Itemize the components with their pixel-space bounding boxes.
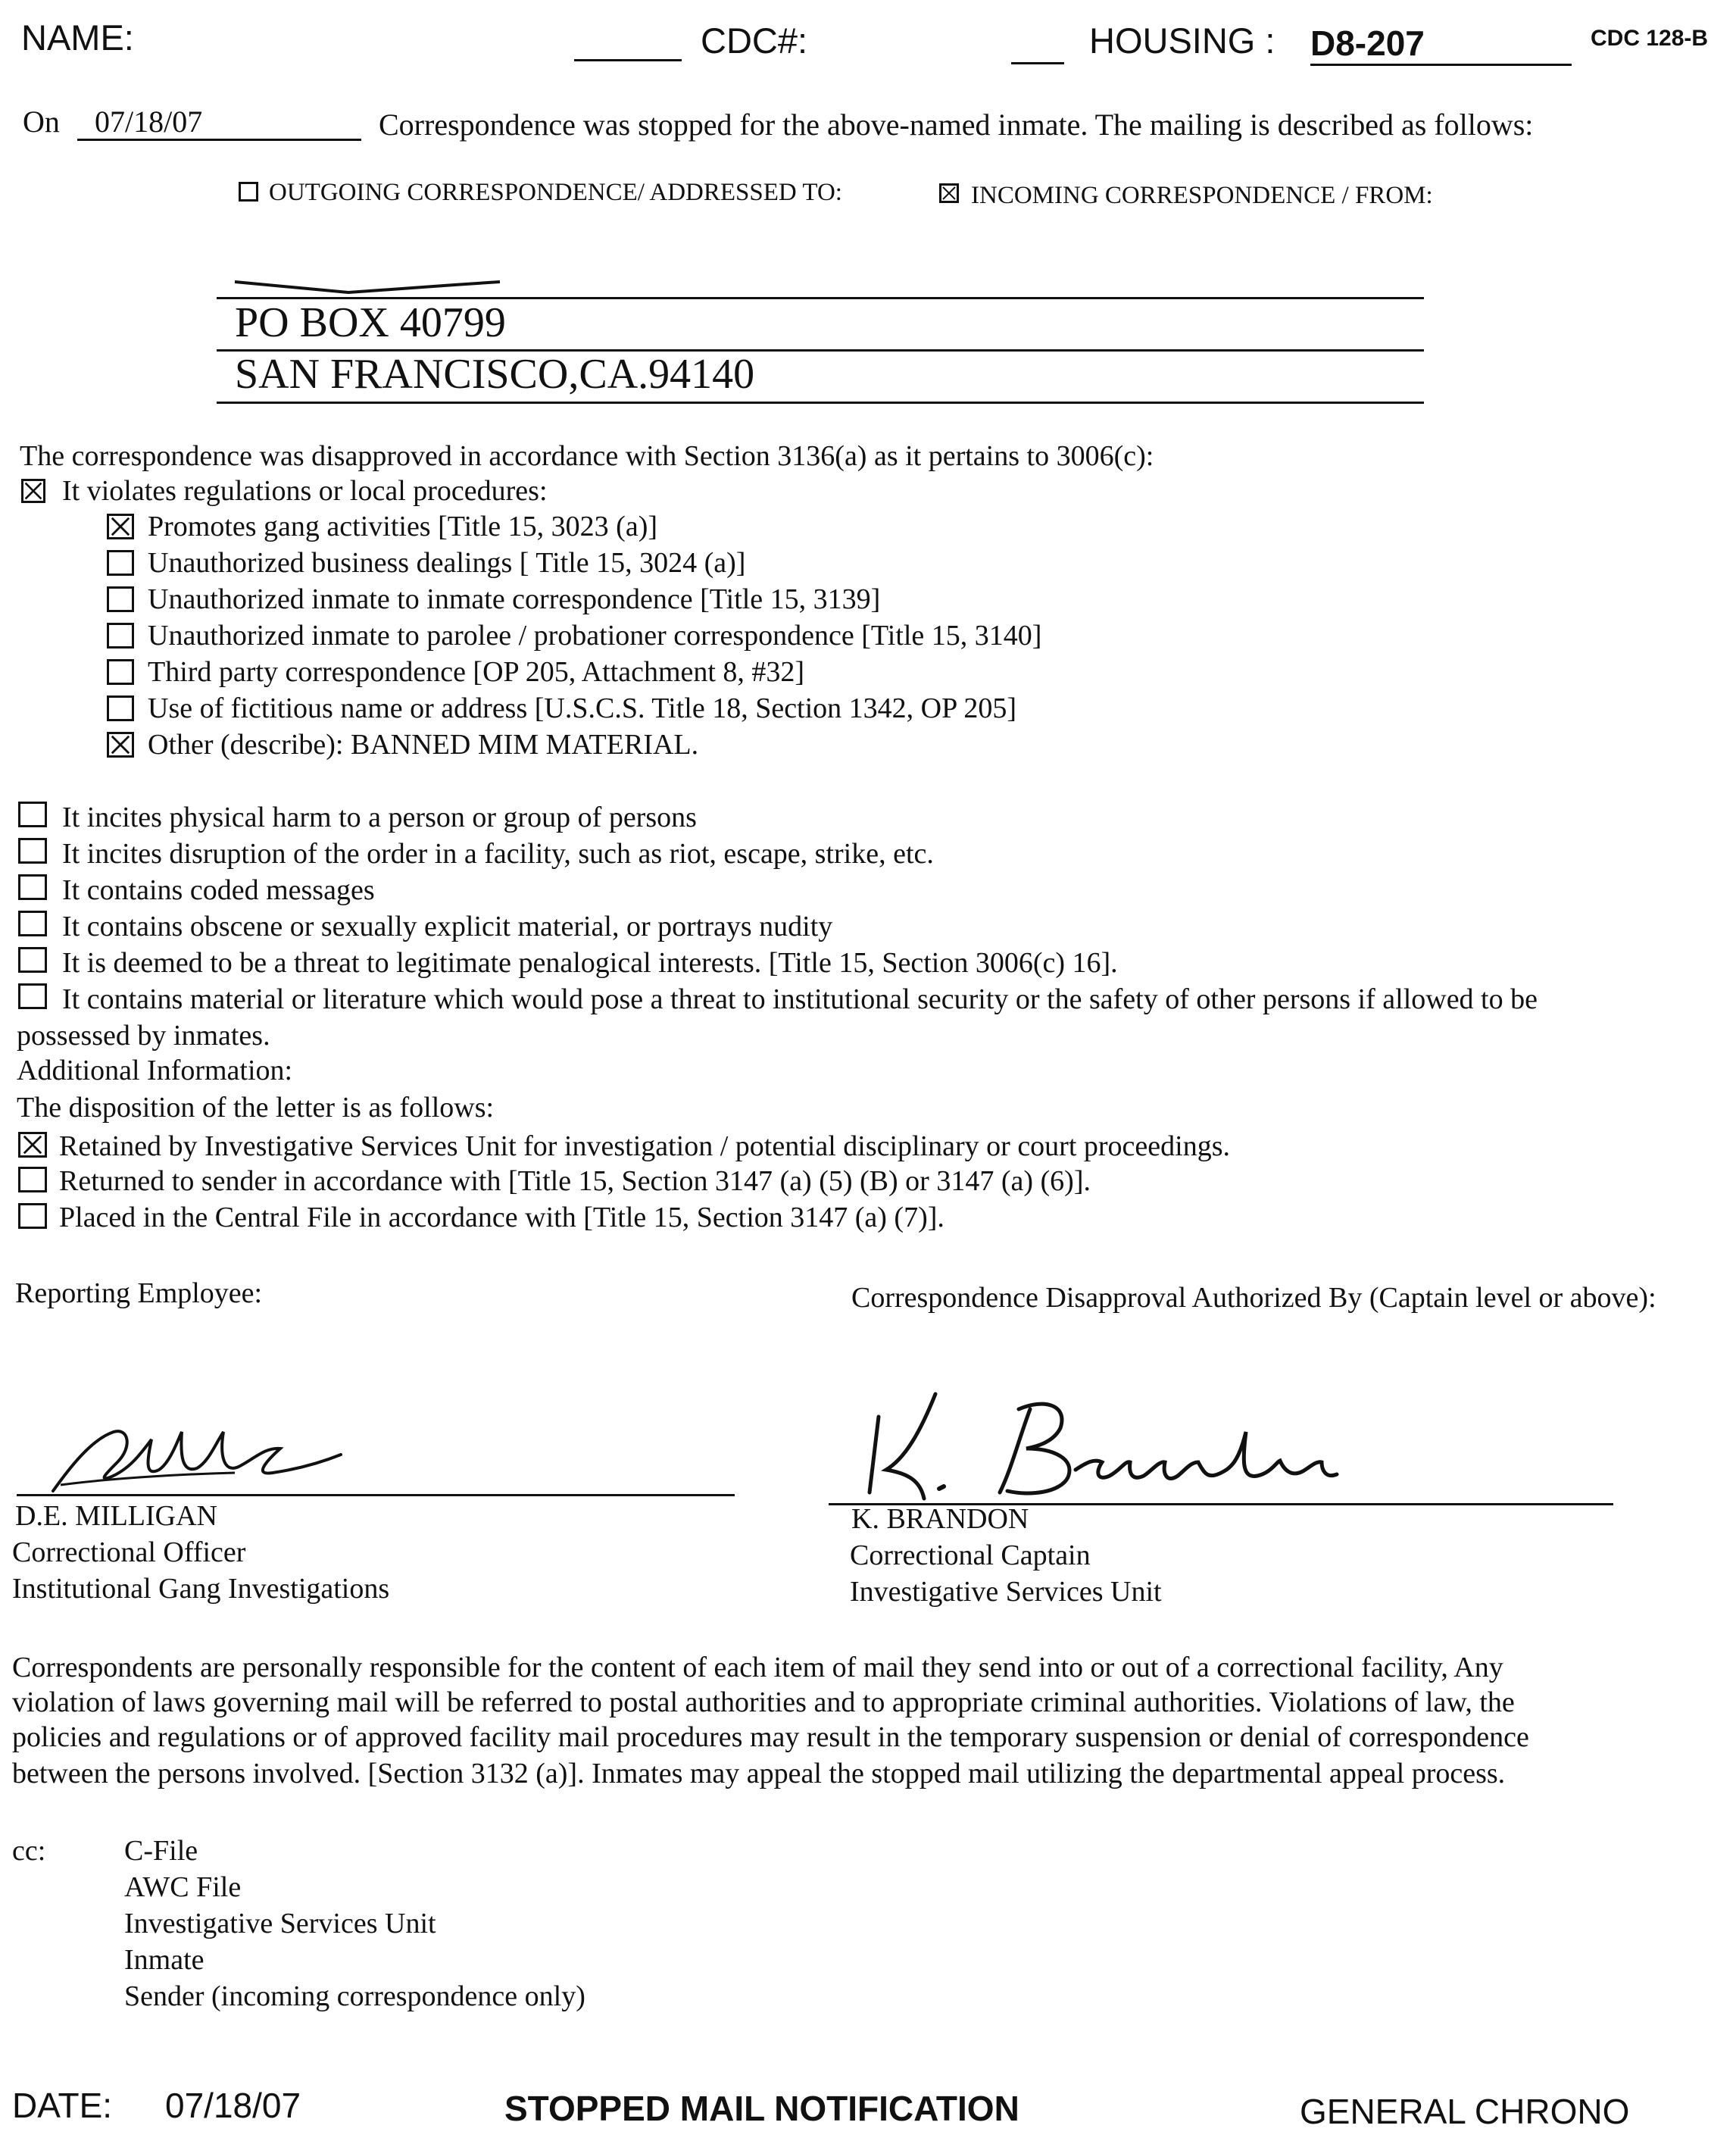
intro-text: Correspondence was stopped for the above-named inmate. The mailing is described as follows: [379, 108, 1534, 142]
notice-line: policies and regulations or of approved facility mail procedures may result in the temporary suspension or denial of correspondence [12, 1721, 1529, 1753]
cc-item: C-File [124, 1835, 198, 1867]
stop-date: 07/18/07 [95, 105, 203, 139]
address-line1: PO BOX 40799 [235, 299, 506, 346]
cc-item: Inmate [124, 1944, 205, 1976]
notice-line: between the persons involved. [Section 3132 (a)]. Inmates may appeal the stopped mail utilizing the departmental appeal process. [12, 1758, 1506, 1789]
violates-checkbox[interactable] [21, 479, 45, 503]
cc-item: Sender (incoming correspondence only) [124, 1980, 585, 2012]
cc-label: cc: [12, 1835, 46, 1867]
document-title: STOPPED MAIL NOTIFICATION [504, 2089, 1019, 2128]
authorized-by-label: Correspondence Disapproval Authorized By (Captain level or above): [851, 1282, 1656, 1314]
cdc-value-underline [1011, 62, 1064, 64]
sub-item-label: Unauthorized inmate to inmate correspondence [Title 15, 3139] [148, 583, 881, 615]
right-signer-unit: Investigative Services Unit [850, 1576, 1162, 1608]
retained-checkbox[interactable] [18, 1132, 47, 1158]
disposition-item-label: Placed in the Central File in accordance with [Title 15, Section 3147 (a) (7)]. [59, 1202, 944, 1233]
violates-label: It violates regulations or local procedures: [62, 475, 548, 507]
housing-value: D8-207 [1310, 23, 1425, 63]
incites-harm-checkbox[interactable] [18, 802, 47, 827]
left-signature-line [17, 1494, 735, 1496]
left-signer-name: D.E. MILLIGAN [15, 1500, 218, 1532]
cc-item: Investigative Services Unit [124, 1908, 436, 1939]
housing-label: HOUSING : [1089, 20, 1275, 61]
other-item-continuation: possessed by inmates. [17, 1020, 270, 1052]
other-item-label: It is deemed to be a threat to legitimate penalogical interests. [Title 15, Section 3006(c) 16]. [62, 947, 1118, 979]
disposition-item-label: Retained by Investigative Services Unit for investigation / potential disciplinary or court proceedings. [59, 1130, 1230, 1162]
redaction-scribble [227, 273, 515, 295]
notice-line: violation of laws governing mail will be referred to postal authorities and to appropriate criminal authorities. Violations of law, the [12, 1686, 1515, 1718]
central-file-checkbox[interactable] [18, 1203, 47, 1229]
third-party-checkbox[interactable] [107, 659, 134, 685]
coded-messages-checkbox[interactable] [18, 874, 47, 900]
other-describe-checkbox[interactable] [107, 732, 134, 758]
name-label: NAME: [21, 17, 134, 58]
sub-item-label: Other (describe): BANNED MIM MATERIAL. [148, 729, 699, 761]
footer-date: 07/18/07 [165, 2086, 301, 2125]
sub-item-label: Use of fictitious name or address [U.S.C.S. Title 18, Section 1342, OP 205] [148, 692, 1016, 724]
returned-checkbox[interactable] [18, 1167, 47, 1192]
incites-disruption-checkbox[interactable] [18, 838, 47, 864]
sub-item-label: Third party correspondence [OP 205, Attachment 8, #32] [148, 656, 805, 688]
other-item-label: It contains obscene or sexually explicit material, or portrays nudity [62, 911, 833, 942]
cdc-label: CDC#: [701, 20, 808, 61]
right-signer-title: Correctional Captain [850, 1539, 1091, 1571]
cc-item: AWC File [124, 1871, 242, 1903]
disposition-item-label: Returned to sender in accordance with [Title 15, Section 3147 (a) (5) (B) or 3147 (a) (6)]. [59, 1165, 1091, 1197]
inmate-to-inmate-checkbox[interactable] [107, 586, 134, 612]
disapproval-intro: The correspondence was disapproved in accordance with Section 3136(a) as it pertains to 3006(c): [20, 440, 1154, 472]
sub-item-label: Unauthorized inmate to parolee / probationer correspondence [Title 15, 3140] [148, 620, 1042, 652]
footer-date-label: DATE: [12, 2086, 113, 2125]
fictitious-name-checkbox[interactable] [107, 695, 134, 721]
left-signer-unit: Institutional Gang Investigations [12, 1573, 390, 1605]
incoming-checkbox[interactable] [939, 183, 959, 203]
inmate-to-parolee-checkbox[interactable] [107, 623, 134, 649]
outgoing-checkbox[interactable] [239, 182, 258, 202]
right-signer-name: K. BRANDON [851, 1503, 1029, 1535]
obscene-material-checkbox[interactable] [18, 911, 47, 936]
other-item-label: It incites disruption of the order in a facility, such as riot, escape, strike, etc. [62, 838, 934, 870]
notice-line: Correspondents are personally responsible for the content of each item of mail they send into or out of a correctional facility, Any [12, 1652, 1503, 1683]
milligan-signature [38, 1409, 356, 1500]
threat-penological-checkbox[interactable] [18, 947, 47, 973]
address-line-2 [217, 402, 1424, 404]
additional-info-label: Additional Information: [17, 1055, 293, 1086]
form-code: CDC 128-B [1591, 26, 1709, 51]
promotes-gang-checkbox[interactable] [107, 514, 134, 539]
sub-item-label: Unauthorized business dealings [ Title 15, 3024 (a)] [148, 547, 746, 579]
outgoing-label: OUTGOING CORRESPONDENCE/ ADDRESSED TO: [269, 179, 842, 206]
reporting-employee-label: Reporting Employee: [15, 1277, 263, 1309]
sub-item-label: Promotes gang activities [Title 15, 3023 (a)] [148, 511, 657, 542]
general-chrono: GENERAL CHRONO [1300, 2092, 1630, 2131]
address-line2: SAN FRANCISCO,CA.94140 [235, 351, 755, 398]
other-item-label: It contains material or literature which would pose a threat to institutional security or the safety of other persons if allowed to be [62, 983, 1538, 1015]
on-label: On [23, 105, 60, 139]
incoming-label: INCOMING CORRESPONDENCE / FROM: [971, 182, 1433, 209]
cdc-number-underline [574, 59, 682, 61]
housing-underline [1310, 64, 1572, 66]
disposition-intro: The disposition of the letter is as follows: [17, 1092, 495, 1124]
brandon-signature [848, 1386, 1363, 1508]
other-item-label: It contains coded messages [62, 874, 375, 906]
left-signer-title: Correctional Officer [12, 1536, 246, 1568]
threat-security-checkbox[interactable] [18, 983, 47, 1009]
business-dealings-checkbox[interactable] [107, 550, 134, 576]
other-item-label: It incites physical harm to a person or group of persons [62, 802, 697, 833]
stop-date-underline [77, 139, 361, 141]
